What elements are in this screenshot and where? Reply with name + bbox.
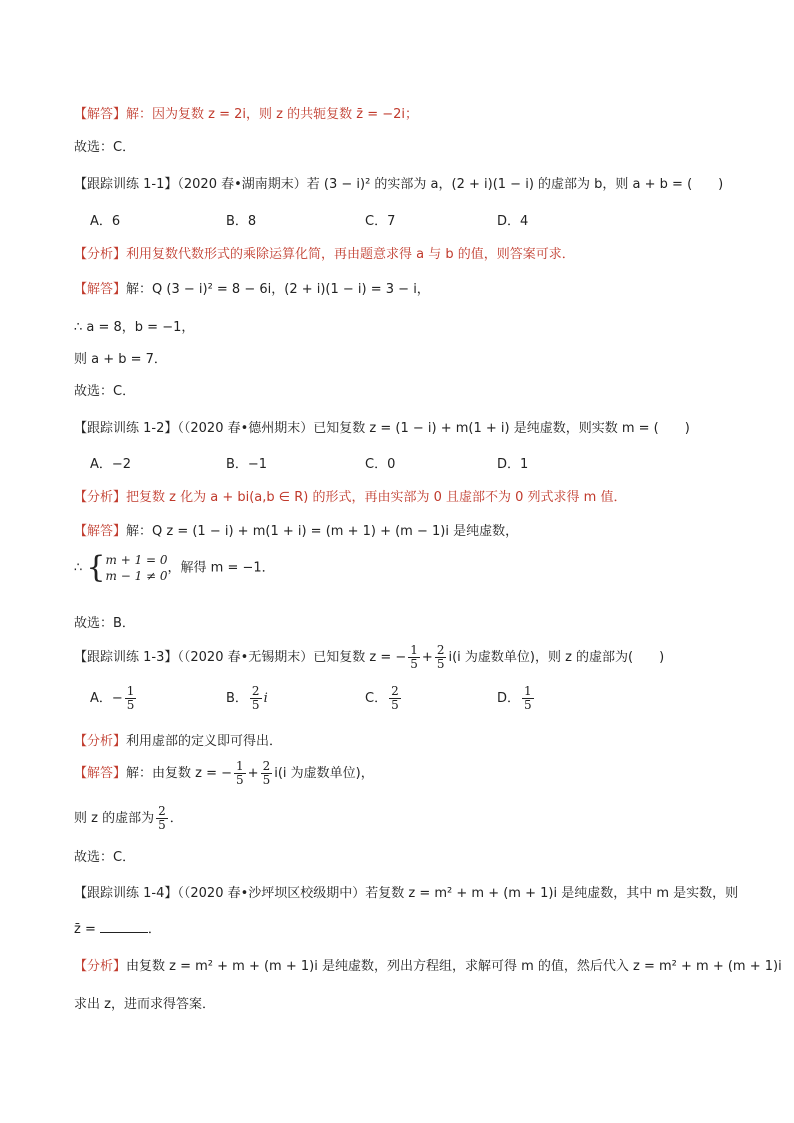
option-a: A．6 (90, 214, 121, 229)
option-c: C．7 (365, 214, 396, 229)
problem-text-a: （（2020 春•无锡期末）已知复数 z = − (177, 650, 407, 665)
solution-tag: 【解答】 (74, 524, 127, 539)
analysis-tag: 【分析】 (74, 734, 127, 749)
option-c: C．0 (365, 457, 396, 472)
fraction: $\frac{2}{5}$ (436, 643, 445, 671)
option-d: D． $\frac{1}{5}$ (497, 684, 532, 712)
analysis-line (74, 730, 282, 749)
choice-line: 故选：C． (74, 384, 136, 399)
solution-text-b: i(i 为虚数单位)， (274, 766, 374, 781)
system-lines (106, 552, 168, 584)
system-result: ，解得 m = −1． (167, 560, 275, 576)
problem-1-1 (74, 173, 723, 192)
problem-1-3: 【跟踪训练 1-3】（（2020 春•无锡期末）已知复数 z = − $\frac{1}{5}$ + $\frac{2}{5}$ i(i 为虚数单位)，则 z 的虚部为( ) (74, 643, 665, 671)
fraction: $\frac{2}{5}$ (391, 684, 399, 712)
option-b: B．8 (226, 214, 257, 229)
problem-1-2 (74, 417, 690, 436)
solution-step: 则 a + b = 7． (74, 352, 167, 367)
analysis-line (74, 955, 782, 974)
analysis-text: 利用虚部的定义即可得出． (126, 734, 283, 749)
analysis-text: 把复数 z 化为 a + bi(a,b ∈ R) 的形式，再由实部为 0 且虚部不为 0 列式求得 m 值． (126, 490, 627, 505)
analysis-text: 由复数 z = m² + m + (m + 1)i 是纯虚数，列出方程组，求解可得 m 的值，然后代入 z = m² + m + (m + 1)i (126, 959, 782, 974)
fraction: $\frac{2}{5}$ (158, 804, 166, 832)
fill-blank-line: z̄ = ． (74, 922, 161, 937)
analysis-tag: 【分析】 (74, 490, 127, 505)
choice-line: 故选：C． (74, 140, 136, 155)
solution-step: 则 z 的虚部为 $\frac{2}{5}$ ． (74, 804, 183, 832)
fraction: $\frac{1}{5}$ (524, 684, 532, 712)
analysis-line-2: 求出 z，进而求得答案． (74, 997, 215, 1012)
answer-blank (100, 922, 148, 933)
problem-text-b: i(i 为虚数单位)，则 z 的虚部为( ) (448, 650, 665, 665)
solution-line: 【解答】解：由复数 z = − $\frac{1}{5}$ + $\frac{2}{5}$ i(i 为虚数单位)， (74, 759, 374, 787)
solution-step: ∴ a = 8，b = −1， (74, 320, 195, 335)
choice-line: 故选：C． (74, 850, 136, 865)
solution-text: 解：Q (3 − i)² = 8 − 6i，(2 + i)(1 − i) = 3 − i， (126, 282, 430, 297)
system-eq-2: m − 1 ≠ 0 (105, 569, 168, 583)
problem-text: （（2020 春•沙坪坝区校级期中）若复数 z = m² + m + (m + 1)i 是纯虚数，其中 m 是实数，则 (177, 886, 739, 901)
option-d: D．4 (497, 214, 529, 229)
solution-tag: 【解答】 (74, 282, 127, 297)
problem-tag: 【跟踪训练 1-2】 (74, 421, 178, 436)
problem-text: （2020 春•湖南期末）若 (3 − i)² 的实部为 a，(2 + i)(1 − i) 的虚部为 b，则 a + b = ( ) (177, 177, 724, 192)
fraction: $\frac{2}{5}$ (262, 759, 271, 787)
fraction: $\frac{1}{5}$ (410, 643, 418, 671)
option-a: A．−2 (90, 457, 132, 472)
solution-line (74, 278, 430, 297)
brace-symbol: { (86, 550, 106, 585)
analysis-line (74, 486, 626, 505)
option-d: D．1 (497, 457, 529, 472)
equation-system (74, 552, 275, 584)
problem-tag: 【跟踪训练 1-1】 (74, 177, 178, 192)
analysis-line (74, 243, 575, 262)
system-eq-1: m + 1 = 0 (105, 553, 168, 567)
solution-tag: 【解答】 (74, 766, 127, 781)
choice-line: 故选：B． (74, 616, 135, 631)
analysis-text: 利用复数代数形式的乘除运算化简，再由题意求得 a 与 b 的值，则答案可求． (126, 247, 575, 262)
fraction: $\frac{1}{5}$ (126, 684, 135, 712)
option-b: B．−1 (226, 457, 268, 472)
analysis-tag: 【分析】 (74, 247, 127, 262)
option-a: A．− $\frac{1}{5}$ (90, 684, 135, 712)
option-b: B． $\frac{2}{5}$ i (226, 684, 268, 712)
answer-tag: 【解答】 (74, 107, 127, 122)
solution-text-a: 解：由复数 z = − (126, 766, 233, 781)
problem-text: （（2020 春•德州期末）已知复数 z = (1 − i) + m(1 + i) 是纯虚数，则实数 m = ( ) (177, 421, 690, 436)
analysis-tag: 【分析】 (74, 959, 127, 974)
answer-line (74, 103, 418, 122)
answer-text: 解：因为复数 z = 2i，则 z 的共轭复数 z̄ = −2i； (126, 107, 418, 122)
solution-text: 解：Q z = (1 − i) + m(1 + i) = (m + 1) + (m − 1)i 是纯虚数， (126, 524, 519, 539)
problem-tag: 【跟踪训练 1-3】 (74, 650, 178, 665)
period-mark: ． (147, 922, 161, 937)
problem-1-4 (74, 882, 738, 901)
fraction: $\frac{2}{5}$ (251, 684, 260, 712)
option-c: C． $\frac{2}{5}$ (365, 684, 399, 712)
solution-line (74, 520, 518, 539)
therefore-symbol: ∴ (74, 560, 87, 576)
fraction: $\frac{1}{5}$ (236, 759, 244, 787)
problem-tag: 【跟踪训练 1-4】 (74, 886, 178, 901)
